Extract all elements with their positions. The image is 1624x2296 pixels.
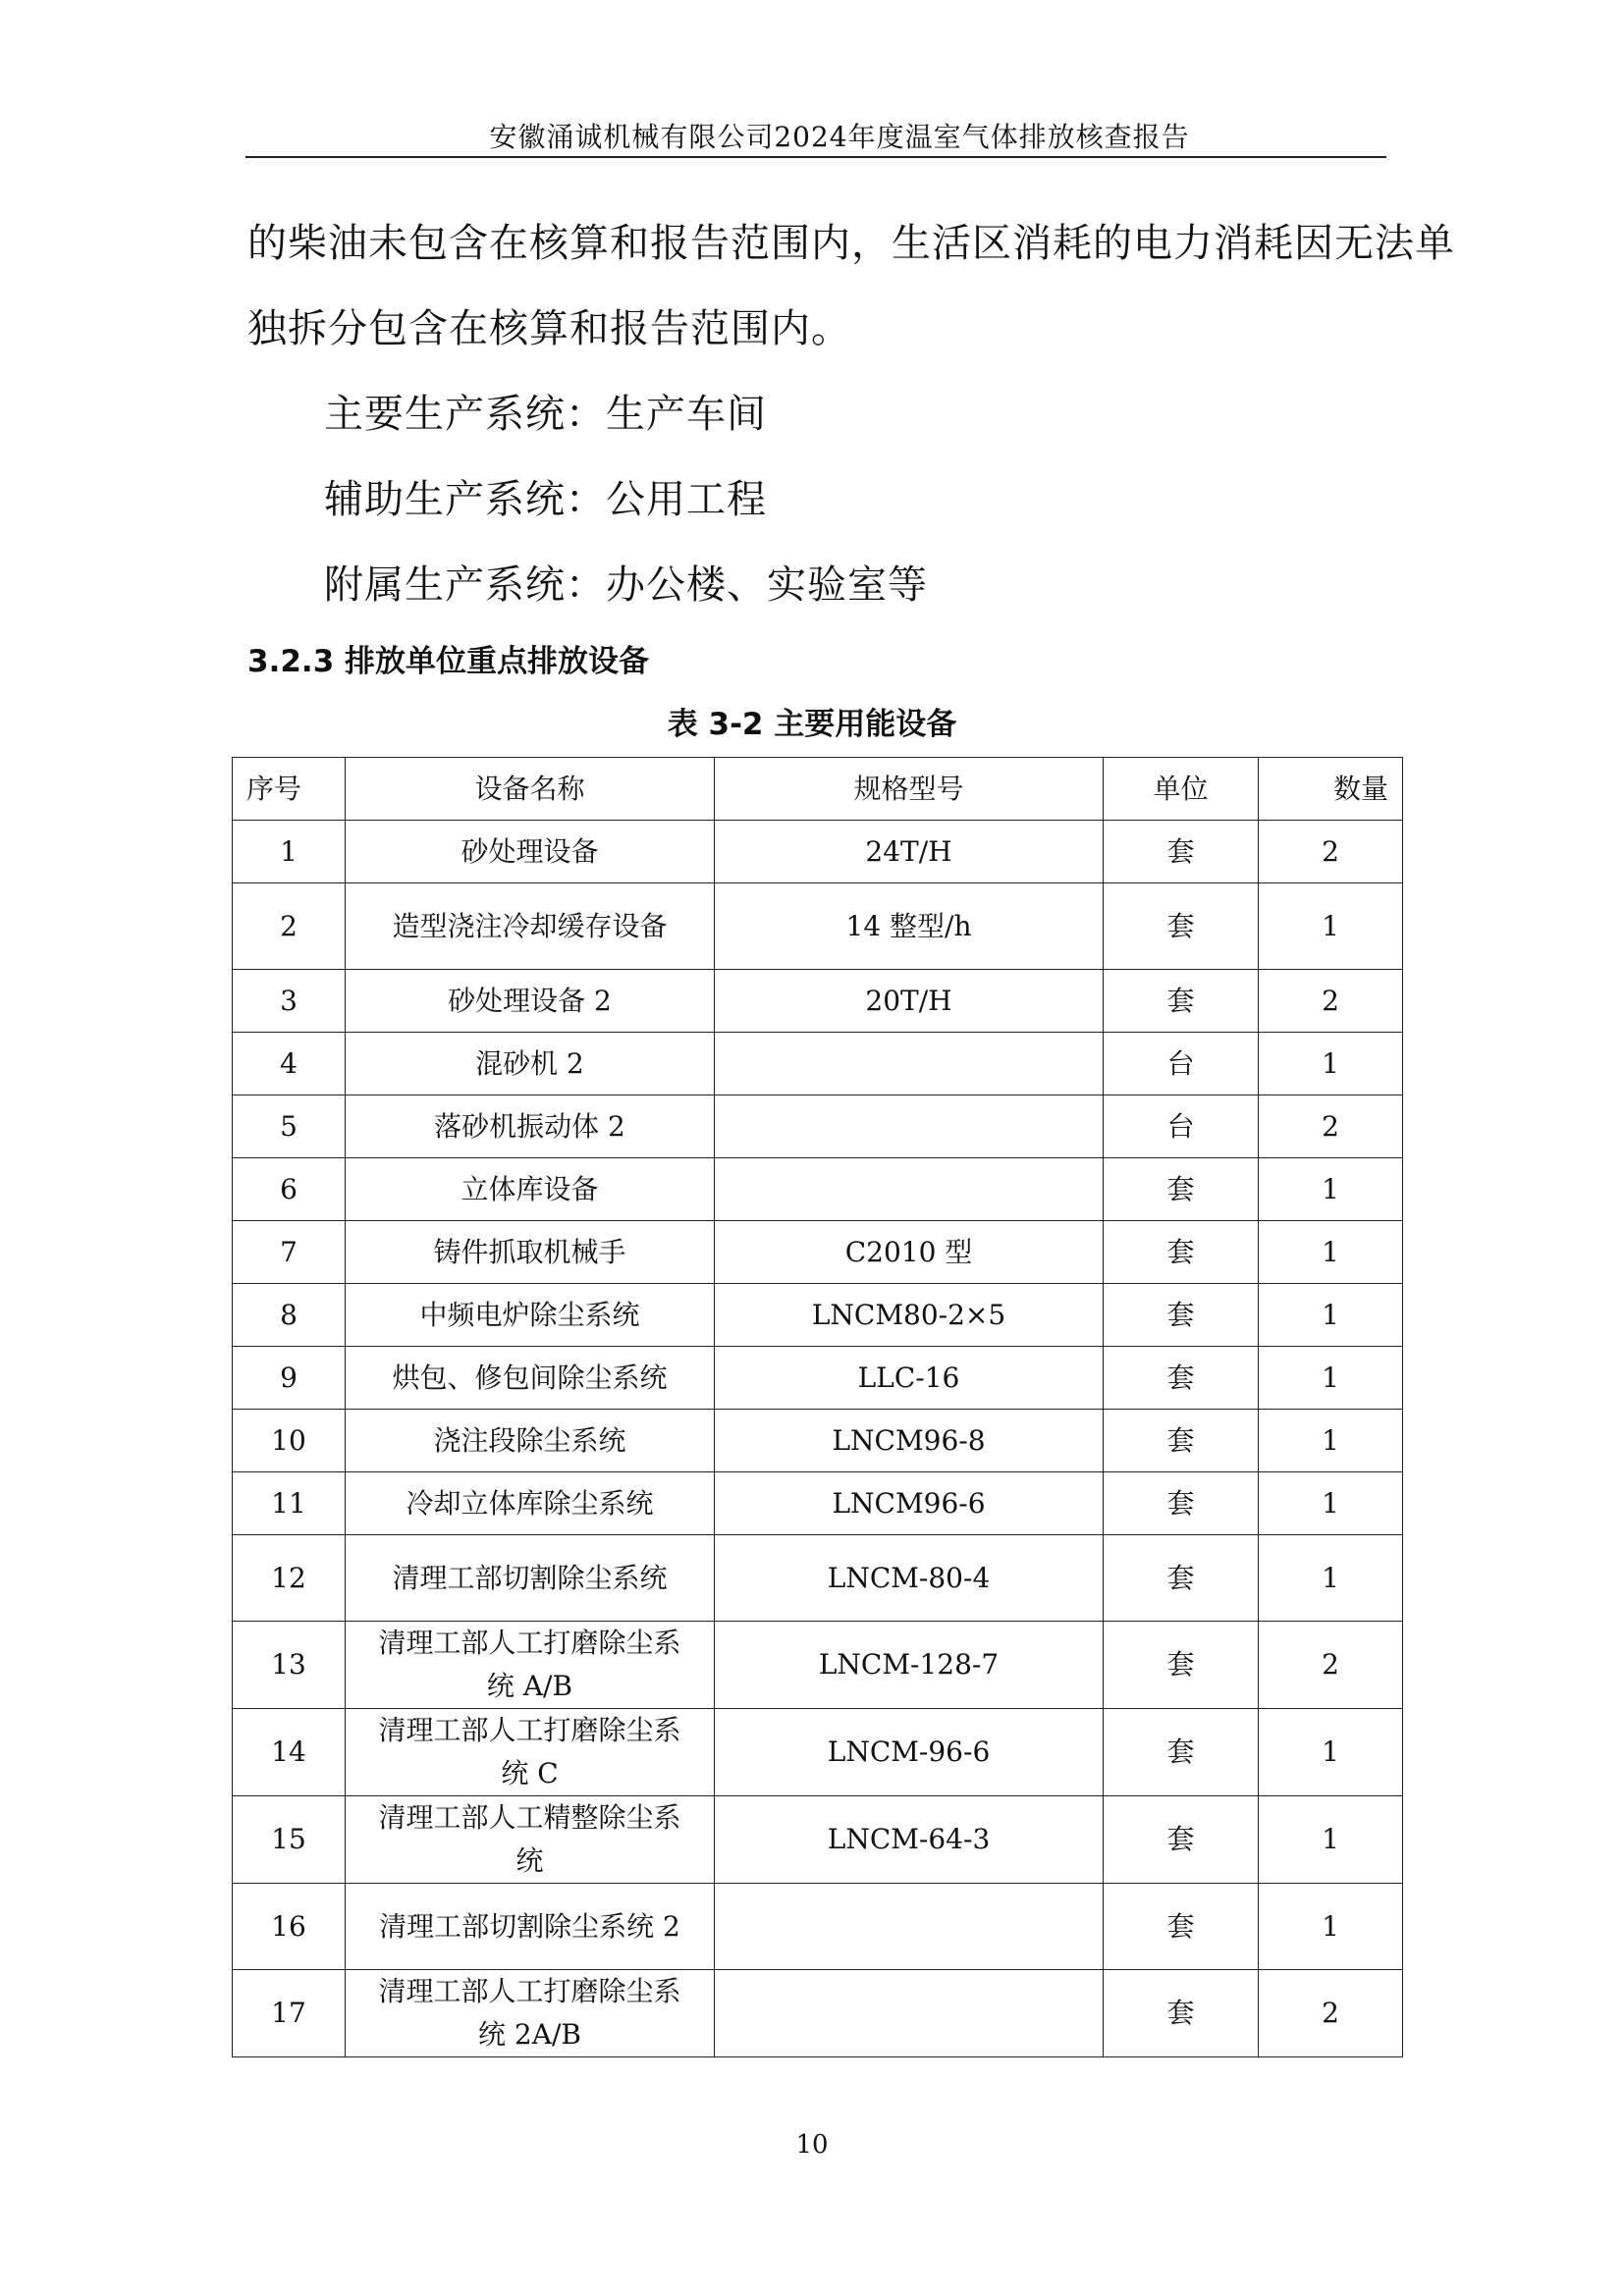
cell-unit: 套 <box>1104 883 1259 970</box>
cell-spec: LNCM96-6 <box>715 1472 1104 1535</box>
table-row <box>233 1622 1403 1709</box>
cell-qty: 1 <box>1259 1796 1403 1884</box>
cell-name: 中频电炉除尘系统 <box>346 1284 715 1347</box>
cell-qty: 1 <box>1259 883 1403 970</box>
cell-name: 落砂机振动体 2 <box>346 1095 715 1158</box>
table-row <box>233 1410 1403 1472</box>
cell-no: 12 <box>233 1535 346 1622</box>
cell-qty: 2 <box>1259 1622 1403 1709</box>
header-spec: 规格型号 <box>715 758 1104 821</box>
cell-name: 立体库设备 <box>346 1158 715 1221</box>
table-row <box>233 821 1403 883</box>
cell-no: 7 <box>233 1221 346 1284</box>
cell-spec: LLC-16 <box>715 1347 1104 1410</box>
cell-unit: 套 <box>1104 1347 1259 1410</box>
cell-qty: 1 <box>1259 1033 1403 1095</box>
body-paragraph-line-1: 的柴油未包含在核算和报告范围内，生活区消耗的电力消耗因无法单 <box>247 221 1455 266</box>
cell-unit: 套 <box>1104 1970 1259 2057</box>
cell-unit: 套 <box>1104 1709 1259 1796</box>
body-paragraph-line-2: 独拆分包含在核算和报告范围内。 <box>247 306 851 351</box>
cell-unit: 套 <box>1104 1884 1259 1970</box>
cell-qty: 1 <box>1259 1709 1403 1796</box>
cell-name: 清理工部切割除尘系统 <box>346 1535 715 1622</box>
cell-no: 4 <box>233 1033 346 1095</box>
table-row <box>233 1347 1403 1410</box>
cell-no: 14 <box>233 1709 346 1796</box>
cell-unit: 套 <box>1104 821 1259 883</box>
equipment-table <box>232 757 1403 2057</box>
cell-unit: 套 <box>1104 1472 1259 1535</box>
cell-qty: 1 <box>1259 1221 1403 1284</box>
header-qty: 数量 <box>1259 758 1403 821</box>
running-header: 安徽涌诚机械有限公司2024年度温室气体排放核查报告 <box>489 121 1190 153</box>
cell-name: 浇注段除尘系统 <box>346 1410 715 1472</box>
cell-name: 造型浇注冷却缓存设备 <box>346 883 715 970</box>
table-row <box>233 1284 1403 1347</box>
cell-spec <box>715 1033 1104 1095</box>
table-row <box>233 1158 1403 1221</box>
table-caption: 表 3-2 主要用能设备 <box>667 707 957 742</box>
table-row <box>233 883 1403 970</box>
cell-unit: 台 <box>1104 1033 1259 1095</box>
cell-qty: 1 <box>1259 1347 1403 1410</box>
cell-no: 6 <box>233 1158 346 1221</box>
cell-qty: 2 <box>1259 1970 1403 2057</box>
cell-qty: 1 <box>1259 1158 1403 1221</box>
cell-no: 11 <box>233 1472 346 1535</box>
section-heading: 3.2.3 排放单位重点排放设备 <box>247 644 650 679</box>
cell-unit: 套 <box>1104 1410 1259 1472</box>
table-row <box>233 1033 1403 1095</box>
cell-no: 17 <box>233 1970 346 2057</box>
page-number: 10 <box>795 2130 829 2160</box>
header-unit: 单位 <box>1104 758 1259 821</box>
header-divider <box>245 156 1386 158</box>
cell-spec: LNCM-80-4 <box>715 1535 1104 1622</box>
cell-spec: LNCM-64-3 <box>715 1796 1104 1884</box>
cell-qty: 1 <box>1259 1535 1403 1622</box>
cell-unit: 套 <box>1104 1796 1259 1884</box>
cell-name: 冷却立体库除尘系统 <box>346 1472 715 1535</box>
header-name: 设备名称 <box>346 758 715 821</box>
cell-spec <box>715 1095 1104 1158</box>
main-production-system: 主要生产系统：生产车间 <box>324 392 767 437</box>
cell-qty: 2 <box>1259 970 1403 1033</box>
cell-spec: 24T/H <box>715 821 1104 883</box>
cell-name: 清理工部人工打磨除尘系统 C <box>346 1709 715 1796</box>
cell-spec: LNCM-128-7 <box>715 1622 1104 1709</box>
cell-no: 10 <box>233 1410 346 1472</box>
cell-name: 砂处理设备 <box>346 821 715 883</box>
cell-name: 铸件抓取机械手 <box>346 1221 715 1284</box>
cell-spec: 20T/H <box>715 970 1104 1033</box>
table-row <box>233 1095 1403 1158</box>
cell-unit: 套 <box>1104 1535 1259 1622</box>
cell-no: 1 <box>233 821 346 883</box>
cell-name: 清理工部切割除尘系统 2 <box>346 1884 715 1970</box>
cell-qty: 2 <box>1259 1095 1403 1158</box>
cell-spec <box>715 1884 1104 1970</box>
cell-no: 2 <box>233 883 346 970</box>
cell-name: 清理工部人工精整除尘系统 <box>346 1796 715 1884</box>
table-row <box>233 1221 1403 1284</box>
cell-unit: 套 <box>1104 1622 1259 1709</box>
cell-spec: C2010 型 <box>715 1221 1104 1284</box>
cell-no: 13 <box>233 1622 346 1709</box>
cell-no: 8 <box>233 1284 346 1347</box>
table-row <box>233 1884 1403 1970</box>
header-no: 序号 <box>233 758 346 821</box>
cell-no: 16 <box>233 1884 346 1970</box>
cell-no: 9 <box>233 1347 346 1410</box>
cell-unit: 套 <box>1104 1221 1259 1284</box>
table-row <box>233 1709 1403 1796</box>
cell-qty: 1 <box>1259 1884 1403 1970</box>
cell-no: 5 <box>233 1095 346 1158</box>
cell-qty: 1 <box>1259 1284 1403 1347</box>
cell-name: 清理工部人工打磨除尘系统 2A/B <box>346 1970 715 2057</box>
cell-spec <box>715 1970 1104 2057</box>
cell-name: 砂处理设备 2 <box>346 970 715 1033</box>
cell-unit: 套 <box>1104 1284 1259 1347</box>
cell-spec: LNCM80-2×5 <box>715 1284 1104 1347</box>
table-row <box>233 1472 1403 1535</box>
cell-spec: LNCM96-8 <box>715 1410 1104 1472</box>
table-row <box>233 1535 1403 1622</box>
cell-unit: 套 <box>1104 1158 1259 1221</box>
cell-unit: 台 <box>1104 1095 1259 1158</box>
cell-spec <box>715 1158 1104 1221</box>
table-row <box>233 1796 1403 1884</box>
cell-name: 清理工部人工打磨除尘系统 A/B <box>346 1622 715 1709</box>
table-row <box>233 1970 1403 2057</box>
cell-name: 烘包、修包间除尘系统 <box>346 1347 715 1410</box>
cell-name: 混砂机 2 <box>346 1033 715 1095</box>
cell-qty: 2 <box>1259 821 1403 883</box>
cell-no: 3 <box>233 970 346 1033</box>
cell-unit: 套 <box>1104 970 1259 1033</box>
table-header-row <box>233 758 1403 821</box>
attached-production-system: 附属生产系统：办公楼、实验室等 <box>324 562 928 608</box>
cell-qty: 1 <box>1259 1410 1403 1472</box>
table-row <box>233 970 1403 1033</box>
auxiliary-production-system: 辅助生产系统：公用工程 <box>324 477 767 522</box>
cell-no: 15 <box>233 1796 346 1884</box>
cell-spec: 14 整型/h <box>715 883 1104 970</box>
cell-spec: LNCM-96-6 <box>715 1709 1104 1796</box>
cell-qty: 1 <box>1259 1472 1403 1535</box>
